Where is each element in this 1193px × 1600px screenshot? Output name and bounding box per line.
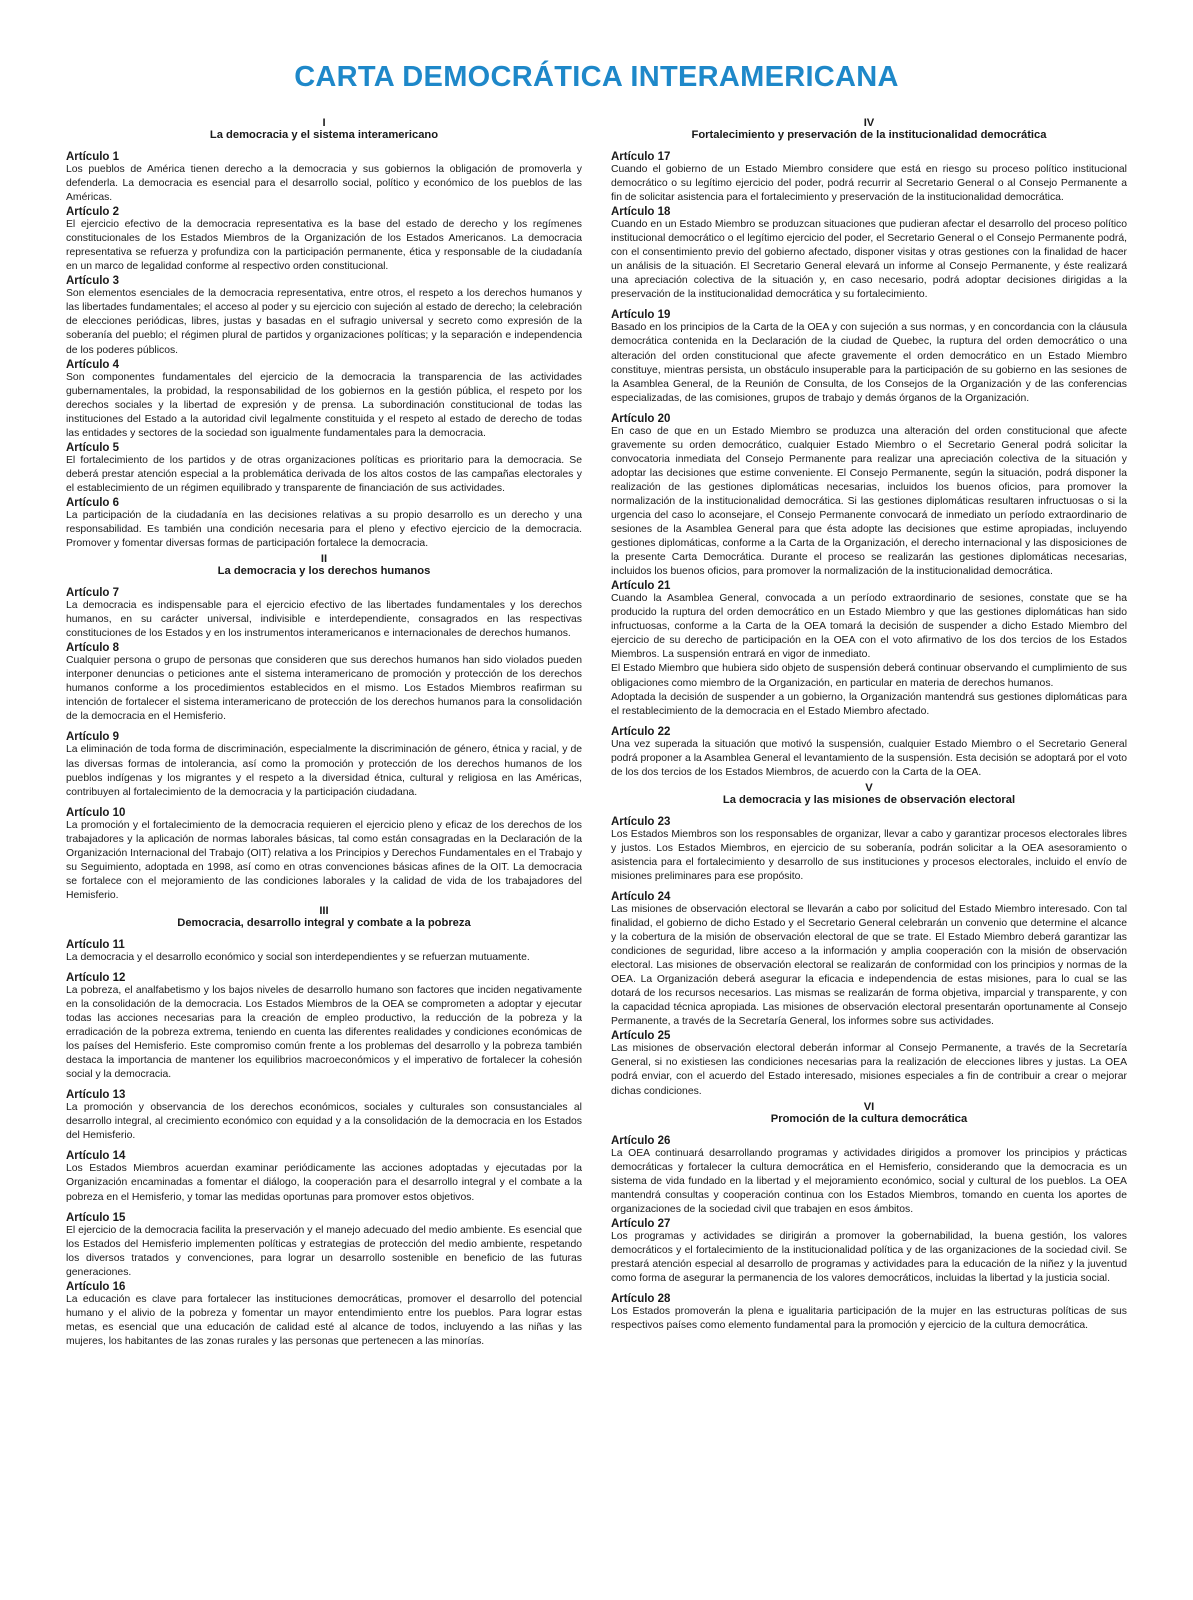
article-body <box>66 984 582 1082</box>
article-paragraph: Los programas y actividades se dirigirán a promover la gobernabilidad, la buena gestión, los valores democráticos y el fortalecimiento de la institucionalidad política y de las organizaciones de la sociedad civil. Se prestará atención especial al desarrollo de programas y actividades para la educación de la niñez y la juventud como forma de asegurar la permanencia de los valores democráticos, incluidas la libertad y la justicia social. <box>611 1230 1127 1284</box>
article-paragraph: Las misiones de observación electoral se llevarán a cabo por solicitud del Estado Miembro interesado. Con tal finalidad, el gobierno de dicho Estado y el Secretario General celebrarán un convenio que determine el alcance y la cobertura de la misión de observación electoral de que se trate. El Estado Miembro deberá garantizar las condiciones de seguridad, libre acceso a la información y amplia cooperación con la misión de observación electoral. Las misiones de observación electoral se realizarán de conformidad con los principios y normas de la OEA. La Organización deberá asegurar la eficacia e independencia de estas misiones, para lo cual se las dotará de los recursos necesarios. Las mismas se realizarán de forma objetiva, imparcial y transparente, y con la capacidad técnica apropiada. Las misiones de observación electoral presentarán oportunamente al Consejo Permanente, a través de la Secretaría General, los informes sobre sus actividades. <box>611 903 1127 1028</box>
article-title: Artículo 7 <box>66 587 120 600</box>
article-body <box>66 1162 582 1204</box>
article <box>66 1212 582 1280</box>
article <box>611 726 1127 780</box>
article-body <box>611 738 1127 780</box>
article-paragraph: El fortalecimiento de los partidos y de otras organizaciones políticas es prioritario para la democracia. Se deberá prestar atención especial a la problemática derivada de los altos costos de las campañas electorales y el establecimiento de un régimen equilibrado y transparente de financiación de sus actividades. <box>66 454 582 494</box>
article <box>66 497 582 551</box>
article <box>611 1135 1127 1217</box>
article <box>611 309 1127 405</box>
article-body <box>611 592 1127 718</box>
article-paragraph: La participación de la ciudadanía en las decisiones relativas a su propio desarrollo es un derecho y una responsabilidad. Es también una condición necesaria para el pleno y efectivo ejercicio de la democracia. Promover y fomentar diversas formas de participación fortalece la democracia. <box>66 509 582 550</box>
article-body <box>611 903 1127 1029</box>
article-title: Artículo 8 <box>66 642 120 655</box>
article <box>611 151 1127 205</box>
article-paragraph: Cuando el gobierno de un Estado Miembro considere que está en riesgo su proceso político institucional democrático o su legítimo ejercicio del poder, podrá recurrir al Secretario General o al Consejo Permanente a fin de solicitar asistencia para el fortalecimiento y preservación de la institucionalidad democrática. <box>611 164 1127 204</box>
article-title: Artículo 6 <box>66 496 120 509</box>
article-body <box>66 951 582 965</box>
chapter-heading <box>66 117 582 141</box>
article-paragraph: Son elementos esenciales de la democracia representativa, entre otros, el respeto a los derechos humanos y las libertades fundamentales; el acceso al poder y su ejercicio con sujeción al estado de derecho; la celebración de elecciones periódicas, libres, justas y basadas en el sufragio universal y secreto como expresión de la soberanía del pueblo; el régimen plural de partidos y organizaciones políticas; y la separación e independencia de los poderes públicos. <box>66 288 582 356</box>
article-title: Artículo 15 <box>66 1211 126 1224</box>
article-body <box>611 425 1127 580</box>
article <box>66 1281 582 1349</box>
article-paragraph: La educación es clave para fortalecer las instituciones democráticas, promover el desarrollo del potencial humano y el alivio de la pobreza y fomentar un mayor entendimiento entre los pueblos. Para lograr estas metas, es esencial que una educación de calidad esté al alcance de todos, incluyendo a las niñas y las mujeres, los habitantes de las zonas rurales y las personas que pertenecen a las minorías. <box>66 1293 582 1347</box>
article-title: Artículo 22 <box>611 725 671 738</box>
article <box>611 580 1127 718</box>
article-title: Artículo 28 <box>611 1293 671 1305</box>
article-title: Artículo 27 <box>611 1217 671 1230</box>
article-body <box>611 321 1127 405</box>
chapter-title: La democracia y las misiones de observación electoral <box>722 793 1016 806</box>
article-paragraph: Son componentes fundamentales del ejercicio de la democracia la transparencia de las actividades gubernamentales, la probidad, la responsabilidad de los gobiernos en la gestión pública, el respeto por los derechos sociales y la libertad de expresión y de prensa. La subordinación constitucional de todas las instituciones del Estado a la autoridad civil legalmente constituida y el respeto al estado de derecho de todas las entidades y sectores de la sociedad son igualmente fundamentales para la democracia. <box>66 371 582 439</box>
article <box>66 442 582 496</box>
article-paragraph: Los Estados Miembros son los responsables de organizar, llevar a cabo y garantizar procesos electorales libres y justos. Los Estados Miembros, en ejercicio de su soberanía, podrán solicitar a la OEA asesoramiento o asistencia para el fortalecimiento y desarrollo de sus instituciones y procesos electorales, incluido el envío de misiones preliminares para ese propósito. <box>611 828 1127 882</box>
chapter-heading <box>611 1101 1127 1125</box>
article-body <box>66 654 582 724</box>
article-title: Artículo 14 <box>66 1150 126 1163</box>
article-body <box>66 819 582 903</box>
article <box>611 1030 1127 1098</box>
article-paragraph: Una vez superada la situación que motivó la suspensión, cualquier Estado Miembro o el Secretario General podrá proponer a la Asamblea General el levantamiento de la suspensión. Esta decisión se adoptará por el voto de los dos tercios de los Estados Miembros, de acuerdo con la Carta de la OEA. <box>611 738 1127 778</box>
article-body <box>66 218 582 274</box>
article-body <box>611 163 1127 205</box>
article-title: Artículo 25 <box>611 1030 671 1043</box>
article-paragraph: Cuando la Asamblea General, convocada a un período extraordinario de sesiones, constate que se ha producido la ruptura del orden democrático en un Estado Miembro y que las gestiones diplomáticas han sido infructuosas, conforme a la Carta de la OEA tomará la decisión de suspender a dicho Estado Miembro del ejercicio de su derecho de participación en la OEA con el voto afirmativo de los dos tercios de los Estados Miembros. La suspensión entrará en vigor de inmediato. <box>611 593 1127 661</box>
article-title: Artículo 24 <box>611 890 671 903</box>
article-body <box>66 163 582 205</box>
article <box>611 1218 1127 1286</box>
article-title: Artículo 3 <box>66 275 120 288</box>
right-column <box>611 115 1127 1350</box>
article <box>66 206 582 274</box>
article-paragraph: Adoptada la decisión de suspender a un gobierno, la Organización mantendrá sus gestiones diplomáticas para el restablecimiento de la democracia en el Estado Miembro afectado. <box>611 691 1127 717</box>
article <box>66 587 582 641</box>
article-paragraph: El ejercicio de la democracia facilita la preservación y el manejo adecuado del medio ambiente. Es esencial que los Estados del Hemisferio implementen políticas y estrategias de protección del medio ambiente, respetando los diversos tratados y convenciones, para lograr un desarrollo sostenible en beneficio de las futuras generaciones. <box>66 1224 582 1278</box>
article-paragraph: Los Estados promoverán la plena e igualitaria participación de la mujer en las estructuras políticas de sus respectivos países como elemento fundamental para la promoción y ejercicio de la cultura democrática. <box>611 1306 1127 1332</box>
article <box>66 1089 582 1143</box>
article <box>66 807 582 903</box>
article-title: Artículo 21 <box>611 580 671 593</box>
article-body <box>66 287 582 357</box>
chapter-number: I <box>322 117 326 129</box>
article <box>611 891 1127 1029</box>
article-paragraph: La promoción y observancia de los derechos económicos, sociales y culturales son consustanciales al desarrollo integral, al crecimiento económico con equidad y a la consolidación de la democracia en los Estados del Hemisferio. <box>66 1102 582 1142</box>
article-paragraph: Las misiones de observación electoral deberán informar al Consejo Permanente, a través de la Secretaría General, si no existiesen las condiciones necesarias para la realización de elecciones libres y justas. La OEA podrá enviar, con el acuerdo del Estado interesado, misiones especiales a fin de contribuir a crear o mejorar dichas condiciones. <box>611 1043 1127 1097</box>
article-title: Artículo 17 <box>611 151 671 163</box>
article <box>611 1293 1127 1333</box>
article-paragraph: La pobreza, el analfabetismo y los bajos niveles de desarrollo humano son factores que inciden negativamente en la consolidación de la democracia. Los Estados Miembros de la OEA se comprometen a adoptar y ejecutar todas las acciones necesarias para la creación de empleo productivo, la reducción de la pobreza y la erradicación de la pobreza extrema, teniendo en cuenta las diferentes realidades y condiciones económicas de los países del Hemisferio. Este compromiso común frente a los problemas del desarrollo y la pobreza también destaca la importancia de mantener los equilibrios macroeconómicos y el imperativo de fortalecer la cohesión social y la democracia. <box>66 984 582 1081</box>
columns <box>66 115 1127 1350</box>
article <box>66 731 582 799</box>
article-title: Artículo 4 <box>66 358 120 371</box>
chapter-title: Fortalecimiento y preservación de la institucionalidad democrática <box>691 129 1047 141</box>
article-body <box>611 218 1127 302</box>
chapter-heading <box>66 905 582 929</box>
article-body <box>611 1147 1127 1217</box>
article-title: Artículo 5 <box>66 441 120 454</box>
article <box>66 151 582 205</box>
article-body <box>611 1305 1127 1333</box>
article-paragraph: La OEA continuará desarrollando programas y actividades dirigidos a promover los principios y prácticas democráticas y fortalecer la cultura democrática en el Hemisferio, considerando que la democracia es un sistema de vida fundado en la libertad y el mejoramiento económico, social y cultural de los pueblos. La OEA mantendrá consultas y cooperación continua con los Estados Miembros, tomando en cuenta los aportes de organizaciones de la sociedad civil que trabajen en esos ámbitos. <box>611 1147 1127 1215</box>
chapter-title: La democracia y el sistema interamericano <box>209 129 439 141</box>
article-paragraph: La democracia y el desarrollo económico y social son interdependientes y se refuerzan mutuamente. <box>66 951 530 963</box>
article-title: Artículo 16 <box>66 1280 126 1293</box>
chapter-heading <box>611 117 1127 141</box>
article-title: Artículo 18 <box>611 206 671 219</box>
article-title: Artículo 19 <box>611 309 671 322</box>
article-paragraph: Cuando en un Estado Miembro se produzcan situaciones que pudieran afectar el desarrollo del proceso político institucional democrático o el legítimo ejercicio del poder, el Secretario General o el Consejo Permanente podrá, con el consentimiento previo del gobierno afectado, disponer visitas y otras gestiones con la finalidad de hacer un análisis de la situación. El Secretario General elevará un informe al Consejo Permanente, y éste realizará una apreciación colectiva de la situación y, en caso necesario, podrá adoptar decisiones dirigidas a la preservación de la institucionalidad democrática y su fortalecimiento. <box>611 219 1127 301</box>
article-body <box>66 1101 582 1143</box>
article <box>611 413 1127 580</box>
article-paragraph: La democracia es indispensable para el ejercicio efectivo de las libertades fundamentales y los derechos humanos, en su carácter universal, indivisible e interdependiente, consagrados en las respectivas constituciones de los Estados y en los instrumentos interamericanos e internacionales de derechos humanos. <box>66 600 582 640</box>
chapter-number: VI <box>863 1100 875 1113</box>
article-body <box>66 371 582 441</box>
chapter-number: IV <box>863 117 875 129</box>
chapter-number: V <box>865 781 873 794</box>
article-body <box>611 1042 1127 1098</box>
article-title: Artículo 20 <box>611 412 671 425</box>
article <box>66 642 582 724</box>
chapter-heading <box>66 553 582 577</box>
chapter-title: La democracia y los derechos humanos <box>217 565 431 578</box>
article-title: Artículo 26 <box>611 1134 671 1147</box>
article <box>66 939 582 965</box>
article-body <box>66 743 582 799</box>
article-paragraph: En caso de que en un Estado Miembro se produzca una alteración del orden constitucional que afecte gravemente su orden democrático, cualquier Estado Miembro o el Secretario General podrá solicitar la convocatoria inmediata del Consejo Permanente para realizar una apreciación colectiva de la situación y adoptar las decisiones que estime conveniente. El Consejo Permanente, según la situación, podrá disponer la realización de las gestiones diplomáticas necesarias, incluidos los buenos oficios, para promover la normalización de la institucionalidad democrática. Si las gestiones diplomáticas resultaren infructuosas o si la urgencia del caso lo aconsejare, el Consejo Permanente convocará de inmediato un período extraordinario de sesiones de la Asamblea General para que ésta adopte las decisiones que estime apropiadas, incluyendo gestiones diplomáticas, conforme a la Carta de la Organización, el derecho internacional y las disposiciones de la presente Carta Democrática. Durante el proceso se realizarán las gestiones diplomáticas necesarias, incluidos los buenos oficios, para promover la normalización de la institucionalidad democrática. <box>611 425 1127 578</box>
article-body <box>611 828 1127 884</box>
article-body <box>66 1224 582 1280</box>
document-title: CARTA DEMOCRÁTICA INTERAMERICANA <box>294 61 899 93</box>
article-paragraph: La promoción y el fortalecimiento de la democracia requieren el ejercicio pleno y eficaz de los derechos de los trabajadores y la aplicación de normas laborales básicas, tal como están consagradas en la Declaración de la Organización Internacional del Trabajo (OIT) relativa a los Principios y Derechos Fundamentales en el Trabajo y su Seguimiento, adoptada en 1998, así como en otras convenciones básicas afines de la OIT. La democracia se fortalece con el mejoramiento de las condiciones laborales y la calidad de vida de los trabajadores del Hemisferio. <box>66 819 582 901</box>
article-title: Artículo 12 <box>66 971 126 984</box>
article <box>66 1150 582 1204</box>
article-body <box>66 509 582 551</box>
article-paragraph: La eliminación de toda forma de discriminación, especialmente la discriminación de género, étnica y racial, y de las diversas formas de intolerancia, así como la promoción y protección de los derechos humanos de los pueblos indígenas y los migrantes y el respeto a la diversidad étnica, cultural y religiosa en las Américas, contribuyen al fortalecimiento de la democracia y la participación ciudadana. <box>66 744 582 798</box>
chapter-title: Promoción de la cultura democrática <box>770 1112 968 1125</box>
article-title: Artículo 11 <box>66 938 125 951</box>
article-body <box>66 599 582 641</box>
article-title: Artículo 13 <box>66 1089 126 1102</box>
chapter-title: Democracia, desarrollo integral y combate a la pobreza <box>177 916 471 929</box>
article-title: Artículo 9 <box>66 731 120 744</box>
article <box>611 206 1127 302</box>
article-paragraph: Basado en los principios de la Carta de la OEA y con sujeción a sus normas, y en concordancia con la cláusula democrática contenida en la Declaración de la ciudad de Quebec, la ruptura del orden democrático o una alteración del orden constitucional que afecte gravemente el orden democrático en un Estado Miembro constituye, mientras persista, un obstáculo insuperable para la participación de su gobierno en las sesiones de la Asamblea General, de la Reunión de Consulta, de los Consejos de la Organización y de las conferencias especializadas, de las comisiones, grupos de trabajo y demás órganos de la Organización. <box>611 322 1127 404</box>
article-paragraph: Los pueblos de América tienen derecho a la democracia y sus gobiernos la obligación de promoverla y defenderla. La democracia es esencial para el desarrollo social, político y económico de los pueblos de las Américas. <box>66 164 582 204</box>
article-title: Artículo 10 <box>66 806 126 819</box>
article-title: Artículo 23 <box>611 815 671 828</box>
chapter-number: II <box>320 553 328 566</box>
article-paragraph: El ejercicio efectivo de la democracia representativa es la base del estado de derecho y los regímenes constitucionales de los Estados Miembros de la Organización de los Estados Americanos. La democracia representativa se refuerza y profundiza con la participación permanente, ética y responsable de la ciudadanía en un marco de legalidad conforme al respectivo orden constitucional. <box>66 219 582 273</box>
article <box>66 275 582 357</box>
chapter-heading <box>611 782 1127 806</box>
article-body <box>611 1230 1127 1286</box>
article-body <box>66 1293 582 1349</box>
article-paragraph: Cualquier persona o grupo de personas que consideren que sus derechos humanos han sido violados pueden interponer denuncias o peticiones ante el sistema interamericano de promoción y protección de los derechos humanos conforme a los procedimientos establecidos en el mismo. Los Estados Miembros reafirman su intención de fortalecer el sistema interamericano de protección de los derechos humanos para la consolidación de la democracia en el Hemisferio. <box>66 655 582 723</box>
chapter-number: III <box>319 904 329 917</box>
article-paragraph: El Estado Miembro que hubiera sido objeto de suspensión deberá continuar observando el cumplimiento de sus obligaciones como miembro de la Organización, en particular en materia de derechos humanos. <box>611 663 1127 689</box>
article <box>611 816 1127 884</box>
article-paragraph: Los Estados Miembros acuerdan examinar periódicamente las acciones adoptadas y ejecutadas por la Organización encaminadas a fomentar el diálogo, la cooperación para el desarrollo integral y el combate a la pobreza en el Hemisferio, y tomar las medidas oportunas para promover estos objetivos. <box>66 1163 582 1203</box>
article-title: Artículo 2 <box>66 206 120 219</box>
article <box>66 972 582 1082</box>
article <box>66 359 582 441</box>
left-column <box>66 115 582 1350</box>
article-title: Artículo 1 <box>66 151 120 163</box>
article-body <box>66 454 582 496</box>
